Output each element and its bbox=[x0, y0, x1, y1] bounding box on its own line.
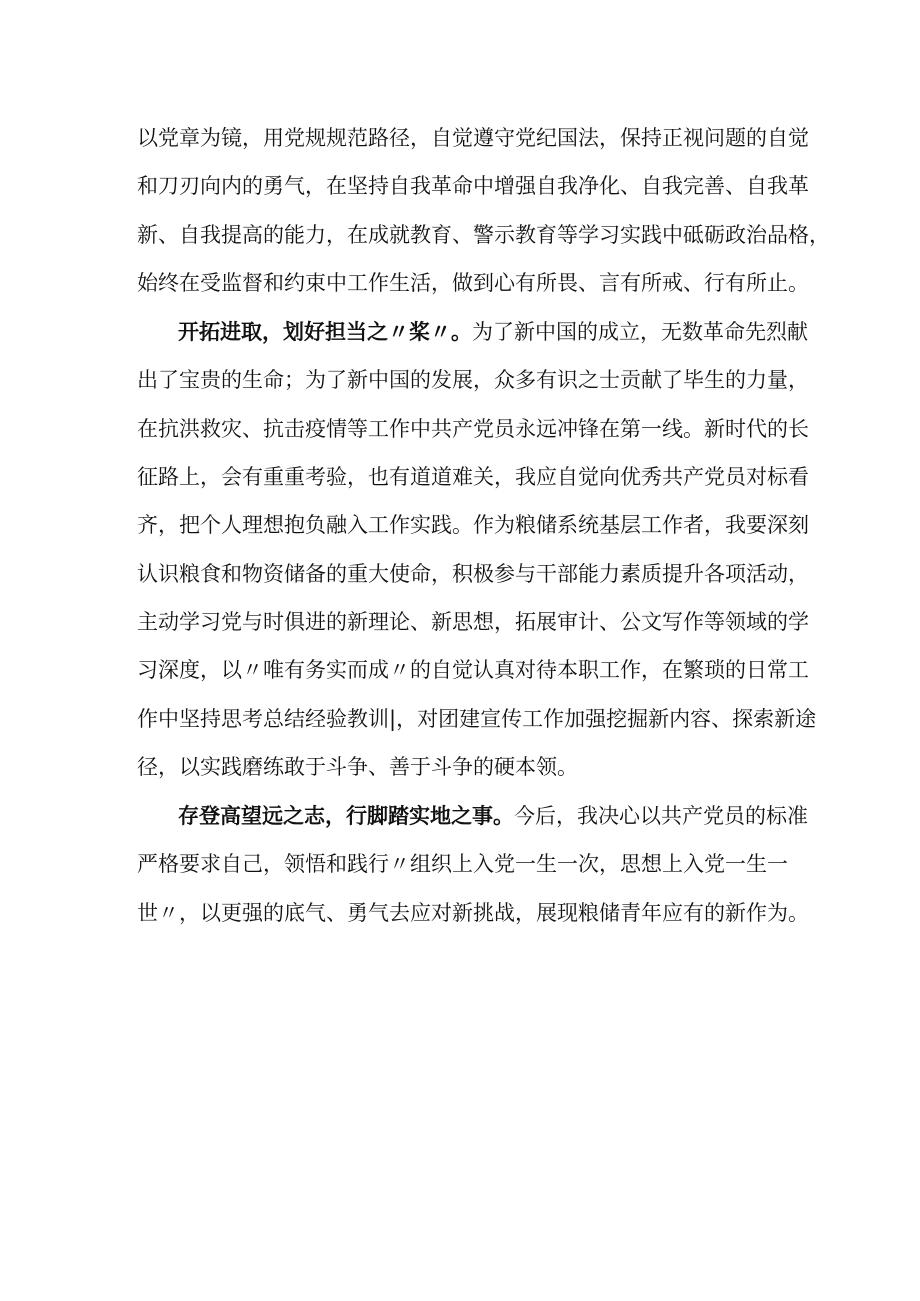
paragraph-1-text: 始终在受监督和约束中工作生活，做到心有所畏、言有所戒、行有所止。 bbox=[137, 271, 809, 295]
paragraph-2-text: 径，以实践磨练敢于斗争、善于斗争的硬本领。 bbox=[137, 755, 578, 779]
paragraph-2-text: 主动学习党与时俱进的新理论、新思想，拓展审计、公文写作等领域的学 bbox=[137, 610, 809, 634]
paragraph-2-text: 为了新中国的成立，无数革命先烈献 bbox=[472, 320, 808, 344]
paragraph-2-line-5 bbox=[0, 505, 920, 545]
paragraph-1-text: 新、自我提高的能力，在成就教育、警示教育等学习实践中砥砺政治品格， bbox=[137, 223, 830, 247]
paragraph-2-line-7 bbox=[0, 602, 920, 642]
paragraph-1-text: 和刀刃向内的勇气，在坚持自我革命中增强自我净化、自我完善、自我革 bbox=[137, 174, 809, 198]
paragraph-1-line-4 bbox=[0, 263, 920, 303]
paragraph-2-line-9 bbox=[0, 699, 920, 739]
paragraph-2-text: 认识粮食和物资储备的重大使命，积极参与干部能力素质提升各项活动， bbox=[137, 562, 809, 586]
paragraph-3-line-1 bbox=[0, 796, 920, 836]
paragraph-2-line-6 bbox=[0, 554, 920, 594]
paragraph-1-line-1 bbox=[0, 118, 920, 158]
paragraph-2-line-3 bbox=[0, 409, 920, 449]
paragraph-1-text: 以党章为镜，用党规规范路径，自觉遵守党纪国法，保持正视问题的自觉 bbox=[137, 126, 809, 150]
paragraph-3-line-3 bbox=[0, 893, 920, 933]
paragraph-3-heading: 存登高望远之志，行脚踏实地之事。 bbox=[178, 804, 514, 828]
paragraph-2-heading: 开拓进取，划好担当之〃桨〃。 bbox=[178, 320, 472, 344]
paragraph-2-text: 齐，把个人理想抱负融入工作实践。作为粮储系统基层工作者，我要深刻 bbox=[137, 513, 809, 537]
paragraph-1-line-3 bbox=[0, 215, 920, 255]
paragraph-3-line-2 bbox=[0, 844, 920, 884]
paragraph-2-line-10 bbox=[0, 747, 920, 787]
paragraph-2-text: 征路上，会有重重考验，也有道道难关，我应自觉向优秀共产党员对标看 bbox=[137, 465, 809, 489]
paragraph-2-line-4 bbox=[0, 457, 920, 497]
paragraph-2-text: 作中坚持思考总结经验教训|，对团建宣传工作加强挖掘新内容、探索新途 bbox=[137, 707, 817, 731]
paragraph-2-text: 出了宝贵的生命；为了新中国的发展，众多有识之士贡献了毕生的力量， bbox=[137, 368, 809, 392]
paragraph-2-line-8 bbox=[0, 650, 920, 690]
paragraph-3-text: 今后，我决心以共产党员的标准 bbox=[514, 804, 808, 828]
paragraph-2-line-1 bbox=[0, 312, 920, 352]
paragraph-3-text: 严格要求自己，领悟和践行〃组织上入党一生一次，思想上入党一生一 bbox=[137, 852, 788, 876]
paragraph-1-line-2 bbox=[0, 166, 920, 206]
paragraph-2-text: 习深度，以〃唯有务实而成〃的自觉认真对待本职工作，在繁琐的日常工 bbox=[137, 658, 809, 682]
paragraph-2-line-2 bbox=[0, 360, 920, 400]
paragraph-3-text: 世〃，以更强的底气、勇气去应对新挑战，展现粮储青年应有的新作为。 bbox=[137, 901, 809, 925]
paragraph-2-text: 在抗洪救灾、抗击疫情等工作中共产党员永远冲锋在第一线。新时代的长 bbox=[137, 417, 809, 441]
